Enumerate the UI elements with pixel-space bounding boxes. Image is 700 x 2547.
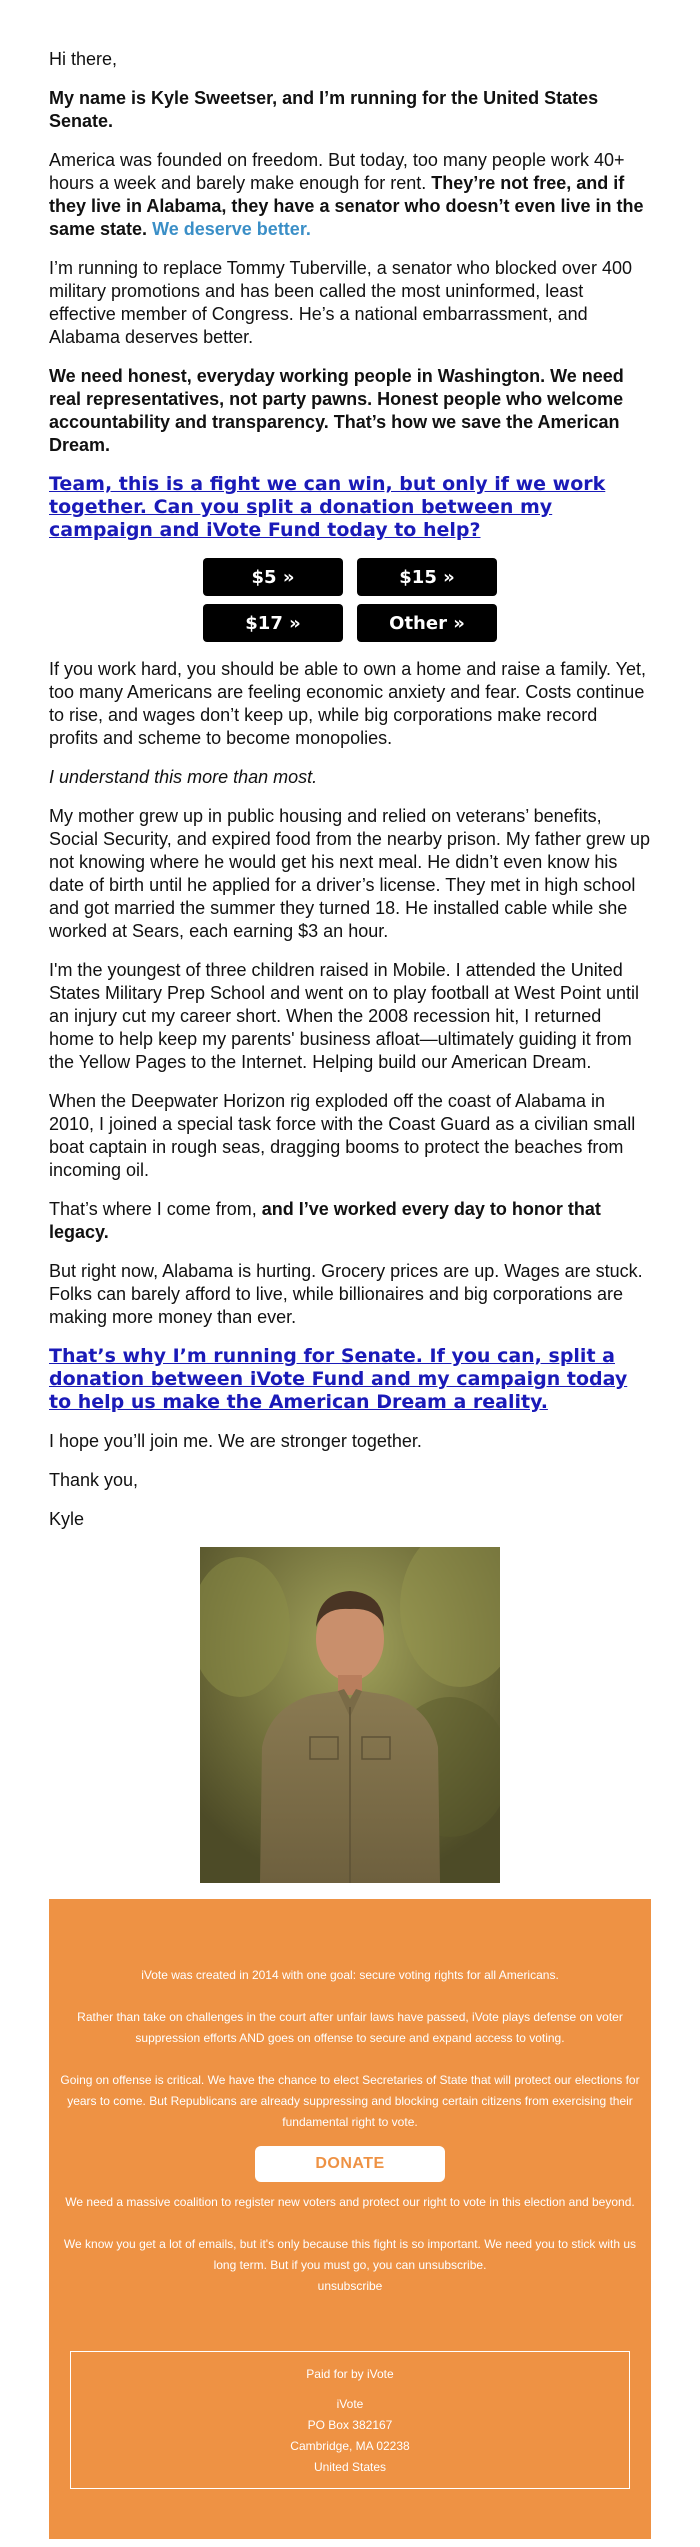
paragraph-alabama-hurting: But right now, Alabama is hurting. Grocery prices are up. Wages are stuck. Folks can barely afford to live, while billionaires and big corporations are making more money than ever.: [49, 1261, 643, 1327]
paragraph-legacy-bold: and I’ve worked every day to honor that legacy.: [49, 1199, 601, 1242]
unsubscribe-link[interactable]: unsubscribe: [317, 2279, 383, 2293]
paragraph-understand: [49, 766, 651, 789]
donate-cta-link-1[interactable]: Team, this is a fight we can win, but only if we work together. Can you split a donation between my campaign and iVote Fund today to help?: [49, 473, 606, 541]
signature: Kyle: [49, 1509, 85, 1529]
paragraph-legacy-text: That’s where I come from,: [49, 1199, 262, 1219]
donate-17-button[interactable]: $17 »: [203, 604, 343, 642]
candidate-portrait-image: [200, 1547, 500, 1883]
paragraph-freedom-bold: They’re not free, and if they live in Alabama, they have a senator who doesn’t even live in the same state.: [49, 173, 644, 239]
paragraph-freedom-text: America was founded on freedom. But today, too many people work 40+ hours a week and barely make enough for rent.: [49, 150, 625, 193]
donate-5-button[interactable]: $5 »: [203, 558, 343, 596]
paid-for-box: [70, 2351, 630, 2489]
footer-emails-note: We know you get a lot of emails, but it's only because this fight is so important. We need you to stick with us long term. But if you must go, you can unsubscribe.: [63, 2237, 637, 2272]
candidate-photo: [200, 1547, 500, 1883]
paragraph-understand-text: I understand this more than most.: [49, 767, 318, 787]
paragraph-legacy: [49, 1198, 651, 1244]
footer-donate-button[interactable]: DONATE: [255, 2146, 445, 2182]
intro-paragraph: My name is Kyle Sweetser, and I’m running for the United States Senate.: [49, 88, 599, 131]
paragraph-mother: My mother grew up in public housing and relied on veterans’ benefits, Social Security, and expired food from the nearby prison. My father grew up not knowing where he would get his next meal. He didn’t even know his date of birth until he applied for a driver’s license. They met in high school and got married the summer they turned 18. He installed cable while she worked at Sears, each earning $3 an hour.: [49, 806, 650, 941]
footer-defense: Rather than take on challenges in the court after unfair laws have passed, iVote plays defense on voter suppression efforts AND goes on offense to secure and expand access to voting.: [77, 2010, 623, 2045]
email-body: [49, 48, 651, 1531]
address-city: Cambridge, MA 02238: [290, 2439, 410, 2453]
donation-button-grid: [203, 558, 497, 642]
paragraph-freedom: [49, 149, 651, 241]
email-container: [49, 0, 651, 2539]
footer-coalition: We need a massive coalition to register new voters and protect our right to vote in this election and beyond.: [65, 2195, 635, 2209]
sign-off: Thank you,: [49, 1470, 139, 1490]
footer-mission: iVote was created in 2014 with one goal: secure voting rights for all Americans.: [141, 1968, 559, 1982]
donate-15-button[interactable]: $15 »: [357, 558, 497, 596]
paragraph-deepwater: When the Deepwater Horizon rig exploded off the coast of Alabama in 2010, I joined a special task force with the Coast Guard as a civilian small boat captain in rough seas, dragging booms to protect the beaches from incoming oil.: [49, 1091, 636, 1180]
address-po-box: PO Box 382167: [307, 2418, 393, 2432]
address-country: United States: [313, 2460, 387, 2474]
paragraph-tuberville: I’m running to replace Tommy Tuberville, a senator who blocked over 400 military promotions and has been called the most uninformed, least effective member of Congress. He’s a national embarrassment, and Alabama deserves better.: [49, 258, 632, 347]
paragraph-join-me: I hope you’ll join me. We are stronger together.: [49, 1431, 422, 1451]
paragraph-honest-people: We need honest, everyday working people in Washington. We need real representatives, not party pawns. Honest people who welcome accountability and transparency. That’s how we save the American Dream.: [49, 366, 624, 455]
paragraph-work-hard: If you work hard, you should be able to own a home and raise a family. Yet, too many Americans are feeling economic anxiety and fear. Costs continue to rise, and wages don’t keep up, while big corporations make record profits and scheme to become monopolies.: [49, 659, 647, 748]
greeting: Hi there,: [49, 49, 118, 69]
footer-offense: Going on offense is critical. We have the chance to elect Secretaries of State that will protect our elections for years to come. But Republicans are already suppressing and blocking certain citizens from exercising their fundamental right to vote.: [60, 2073, 640, 2129]
paid-for-text: Paid for by iVote: [306, 2367, 394, 2381]
we-deserve-better: We deserve better.: [152, 219, 311, 239]
address-org: iVote: [336, 2397, 364, 2411]
paragraph-youngest: I'm the youngest of three children raised in Mobile. I attended the United States Military Prep School and went on to play football at West Point until an injury cut my career short. When the 2008 recession hit, I returned home to help keep my parents' business afloat—ultimately guiding it from the Yellow Pages to the Internet. Helping build our American Dream.: [49, 960, 639, 1072]
donate-cta-link-2[interactable]: That’s why I’m running for Senate. If you can, split a donation between iVote Fund and my campaign today to help us make the American Dream a reality.: [49, 1345, 628, 1413]
ivote-footer: [49, 1899, 651, 2539]
donate-other-button[interactable]: Other »: [357, 604, 497, 642]
